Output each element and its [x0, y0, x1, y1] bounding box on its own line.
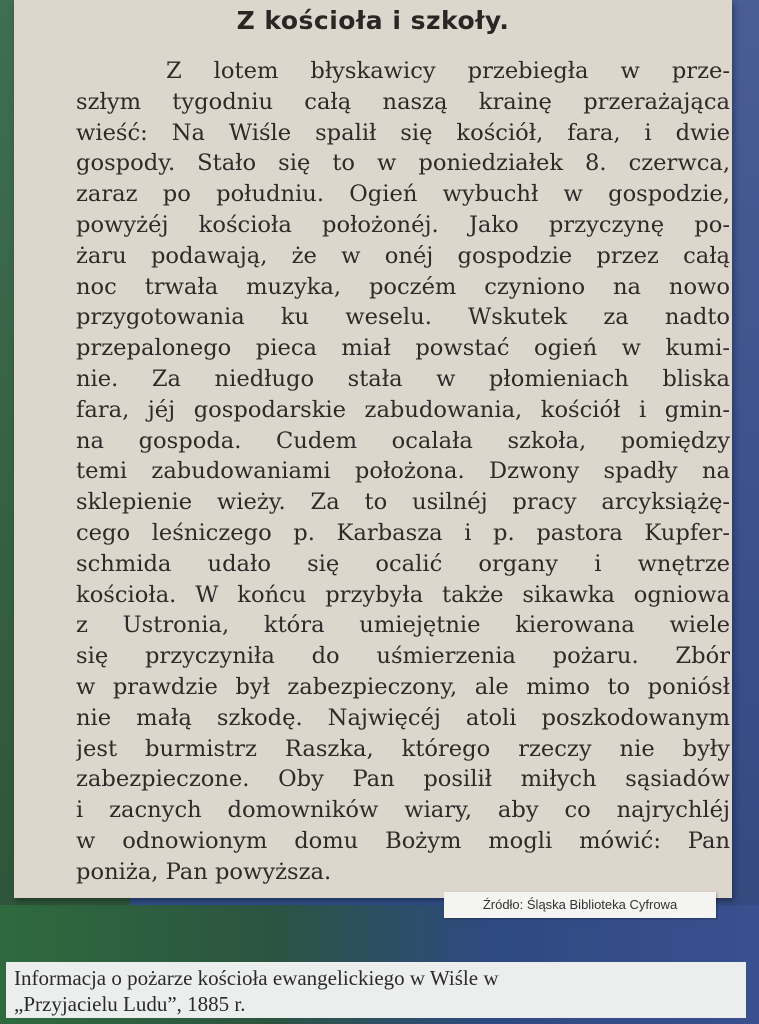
article-line: schmida udało się ocalić organy i wnętrze	[76, 550, 730, 577]
article-body	[76, 56, 730, 888]
article-line: w prawdzie był zabezpieczony, ale mimo to poniósł	[76, 673, 730, 700]
article-line: kościoła. W końcu przybyła także sikawka ogniowa	[76, 581, 730, 608]
article-line: zabezpieczone. Oby Pan posilił miłych sąsiadów	[76, 766, 730, 793]
article-line: zaraz po południu. Ogień wybuchł w gospodzie,	[76, 181, 730, 208]
article-line: z Ustronia, która umiejętnie kierowana wiele	[76, 612, 730, 639]
article-line: sklepienie wieży. Za to usilnéj pracy arcyksiążę-	[76, 489, 730, 516]
article-line: żaru podawają, że w onéj gospodzie przez całą	[76, 242, 730, 269]
exhibit-caption	[6, 962, 746, 1018]
article-line: przepalonego pieca miał powstać ogień w kumi-	[76, 335, 730, 362]
article-line: powyżéj kościoła położonéj. Jako przyczynę po-	[76, 211, 730, 238]
article-line: fara, jéj gospodarskie zabudowania, kościół i gmin-	[76, 396, 730, 423]
newspaper-clipping	[14, 0, 732, 898]
article-line: jest burmistrz Raszka, którego rzeczy nie były	[76, 735, 730, 762]
caption-line: Informacja o pożarze kościoła ewangelickiego w Wiśle w	[14, 966, 499, 990]
article-line: temi zabudowaniami położona. Dzwony spadły na	[76, 458, 730, 485]
article-line: noc trwała muzyka, poczém czyniono na nowo	[76, 273, 730, 300]
article-line: się przyczyniła do uśmierzenia pożaru. Zbór	[76, 643, 730, 670]
article-line: szłym tygodniu całą naszą krainę przerażająca	[76, 88, 730, 115]
article-line: i zacnych domowników wiary, aby co najrychléj	[76, 797, 730, 824]
article-line: cego leśniczego p. Karbasza i p. pastora Kupfer-	[76, 519, 730, 546]
article-line: na gospoda. Cudem ocalała szkoła, pomiędzy	[76, 427, 730, 454]
article-line: przygotowania ku weselu. Wskutek za nadto	[76, 304, 730, 331]
article-line: Z lotem błyskawicy przebiegła w prze-	[166, 58, 730, 84]
article-line: gospody. Stało się to w poniedziałek 8. czerwca,	[76, 150, 730, 177]
article-line: wieść: Na Wiśle spalił się kościół, fara, i dwie	[76, 119, 730, 146]
article-line: nie małą szkodę. Najwięcéj atoli poszkodowanym	[76, 704, 730, 731]
article-title: Z kościoła i szkoły.	[236, 6, 510, 35]
source-label: Źródło: Śląska Biblioteka Cyfrowa	[444, 892, 716, 918]
article-line: nie. Za niedługo stała w płomieniach bliska	[76, 365, 730, 392]
article-line: poniża, Pan powyższa.	[76, 858, 332, 885]
caption-line: „Przyjacielu Ludu”, 1885 r.	[14, 992, 246, 1016]
article-line: w odnowionym domu Bożym mogli mówić: Pan	[76, 827, 730, 854]
